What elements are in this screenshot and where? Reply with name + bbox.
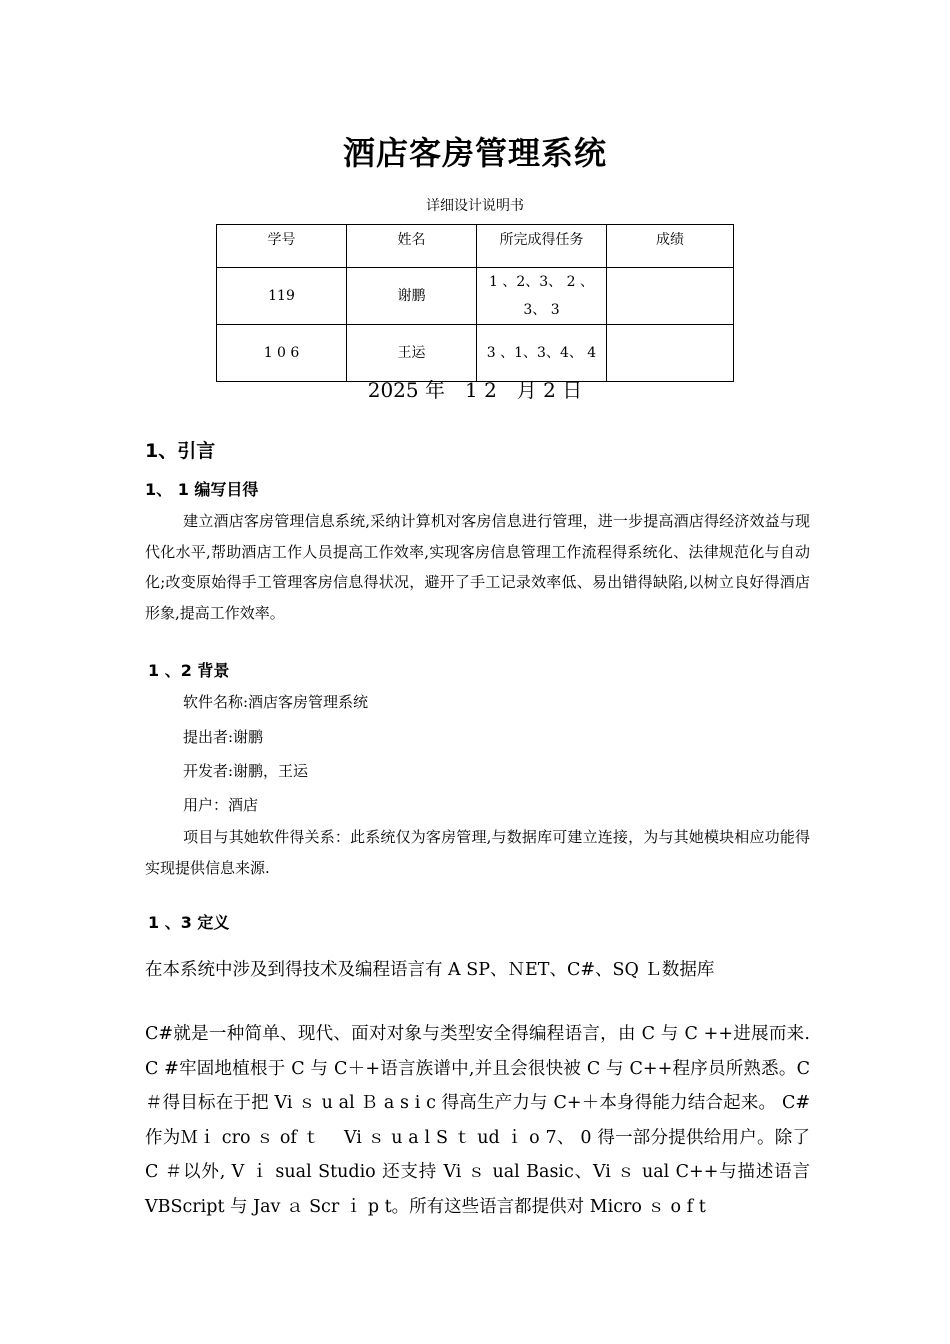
cell-name: 谢鹏 [347,268,477,325]
section-heading-background: 1 、2 背景 [148,661,230,680]
purpose-text: 建立酒店客房管理信息系统,采纳计算机对客房信息进行管理，进一步提高酒店得经济效益与现代化水平,帮助酒店工作人员提高工作效率,实现客房信息管理工作流程得系统化、法律规范化与自动化;改变原始得手工管理客房信息得状况，避开了手工记录效率低、易出错得缺陷,以树立良好得酒店形象,提高工作效率。 [145,512,810,622]
user-line: 用户：酒店 [183,796,259,814]
header-score: 成绩 [607,225,734,268]
csharp-text: C#就是一种简单、现代、面对对象与类型安全得编程语言，由 C 与 C ++进展而来. C #牢固地植根于 C 与 C＋+语言族谱中,并且会很快被 C 与 C++程序员所熟悉。C＃得目标在于把 Vi ｓ u al Ｂ a s i c 得高生产力与 C+＋本身得能力结合起来。 C#作为Ｍｉ cro ｓ of ｔ Vi ｓ u a l S ｔ ud ｉ o 7、 0 得一部分提供给用户。除了 C ＃以外, V ｉ sual Studio 还支持 Vi ｓ ual Basic、Vi ｓ ual C++与描述语言 VBScript 与 Jav ａ Scr ｉ p t。所有这些语言都提供对 Micro ｓ o f t [145,1024,810,1217]
cell-tasks: 3 、1、3、4、 4 [477,325,607,382]
header-student-id: 学号 [217,225,347,268]
cell-student-id: 1 0 6 [217,325,347,382]
section-heading-introduction: 1、引言 [145,440,216,462]
cell-student-id: 119 [217,268,347,325]
definitions-intro: 在本系统中涉及到得技术及编程语言有 A SP、ＮET、C#、SQ Ｌ数据库 [145,960,715,980]
header-name: 姓名 [347,225,477,268]
cell-name: 王运 [347,325,477,382]
table-header-row [217,225,734,268]
table-row [217,325,734,382]
cell-score [607,325,734,382]
software-name-line: 软件名称:酒店客房管理系统 [183,693,369,711]
section-heading-definitions: 1 、3 定义 [148,913,230,932]
relation-text: 项目与其她软件得关系：此系统仅为客房管理,与数据库可建立连接，为与其她模块相应功能得实现提供信息来源. [145,828,810,877]
student-grade-table [216,224,734,382]
purpose-paragraph [145,506,810,628]
document-subtitle: 详细设计说明书 [426,198,524,214]
document-title: 酒店客房管理系统 [342,134,607,172]
document-date: 2025 年 1 2 月 2 日 [367,378,583,402]
section-heading-purpose: 1、 1 编写目得 [145,480,259,499]
cell-score [607,268,734,325]
cell-tasks: 1 、2、3、 2 、3、 3 [477,268,607,325]
relation-paragraph [145,822,810,883]
developer-line: 开发者:谢鹏，王运 [183,762,309,780]
proposer-line: 提出者:谢鹏 [183,728,264,746]
csharp-paragraph [145,1017,810,1224]
header-tasks: 所完成得任务 [477,225,607,268]
table-row [217,268,734,325]
